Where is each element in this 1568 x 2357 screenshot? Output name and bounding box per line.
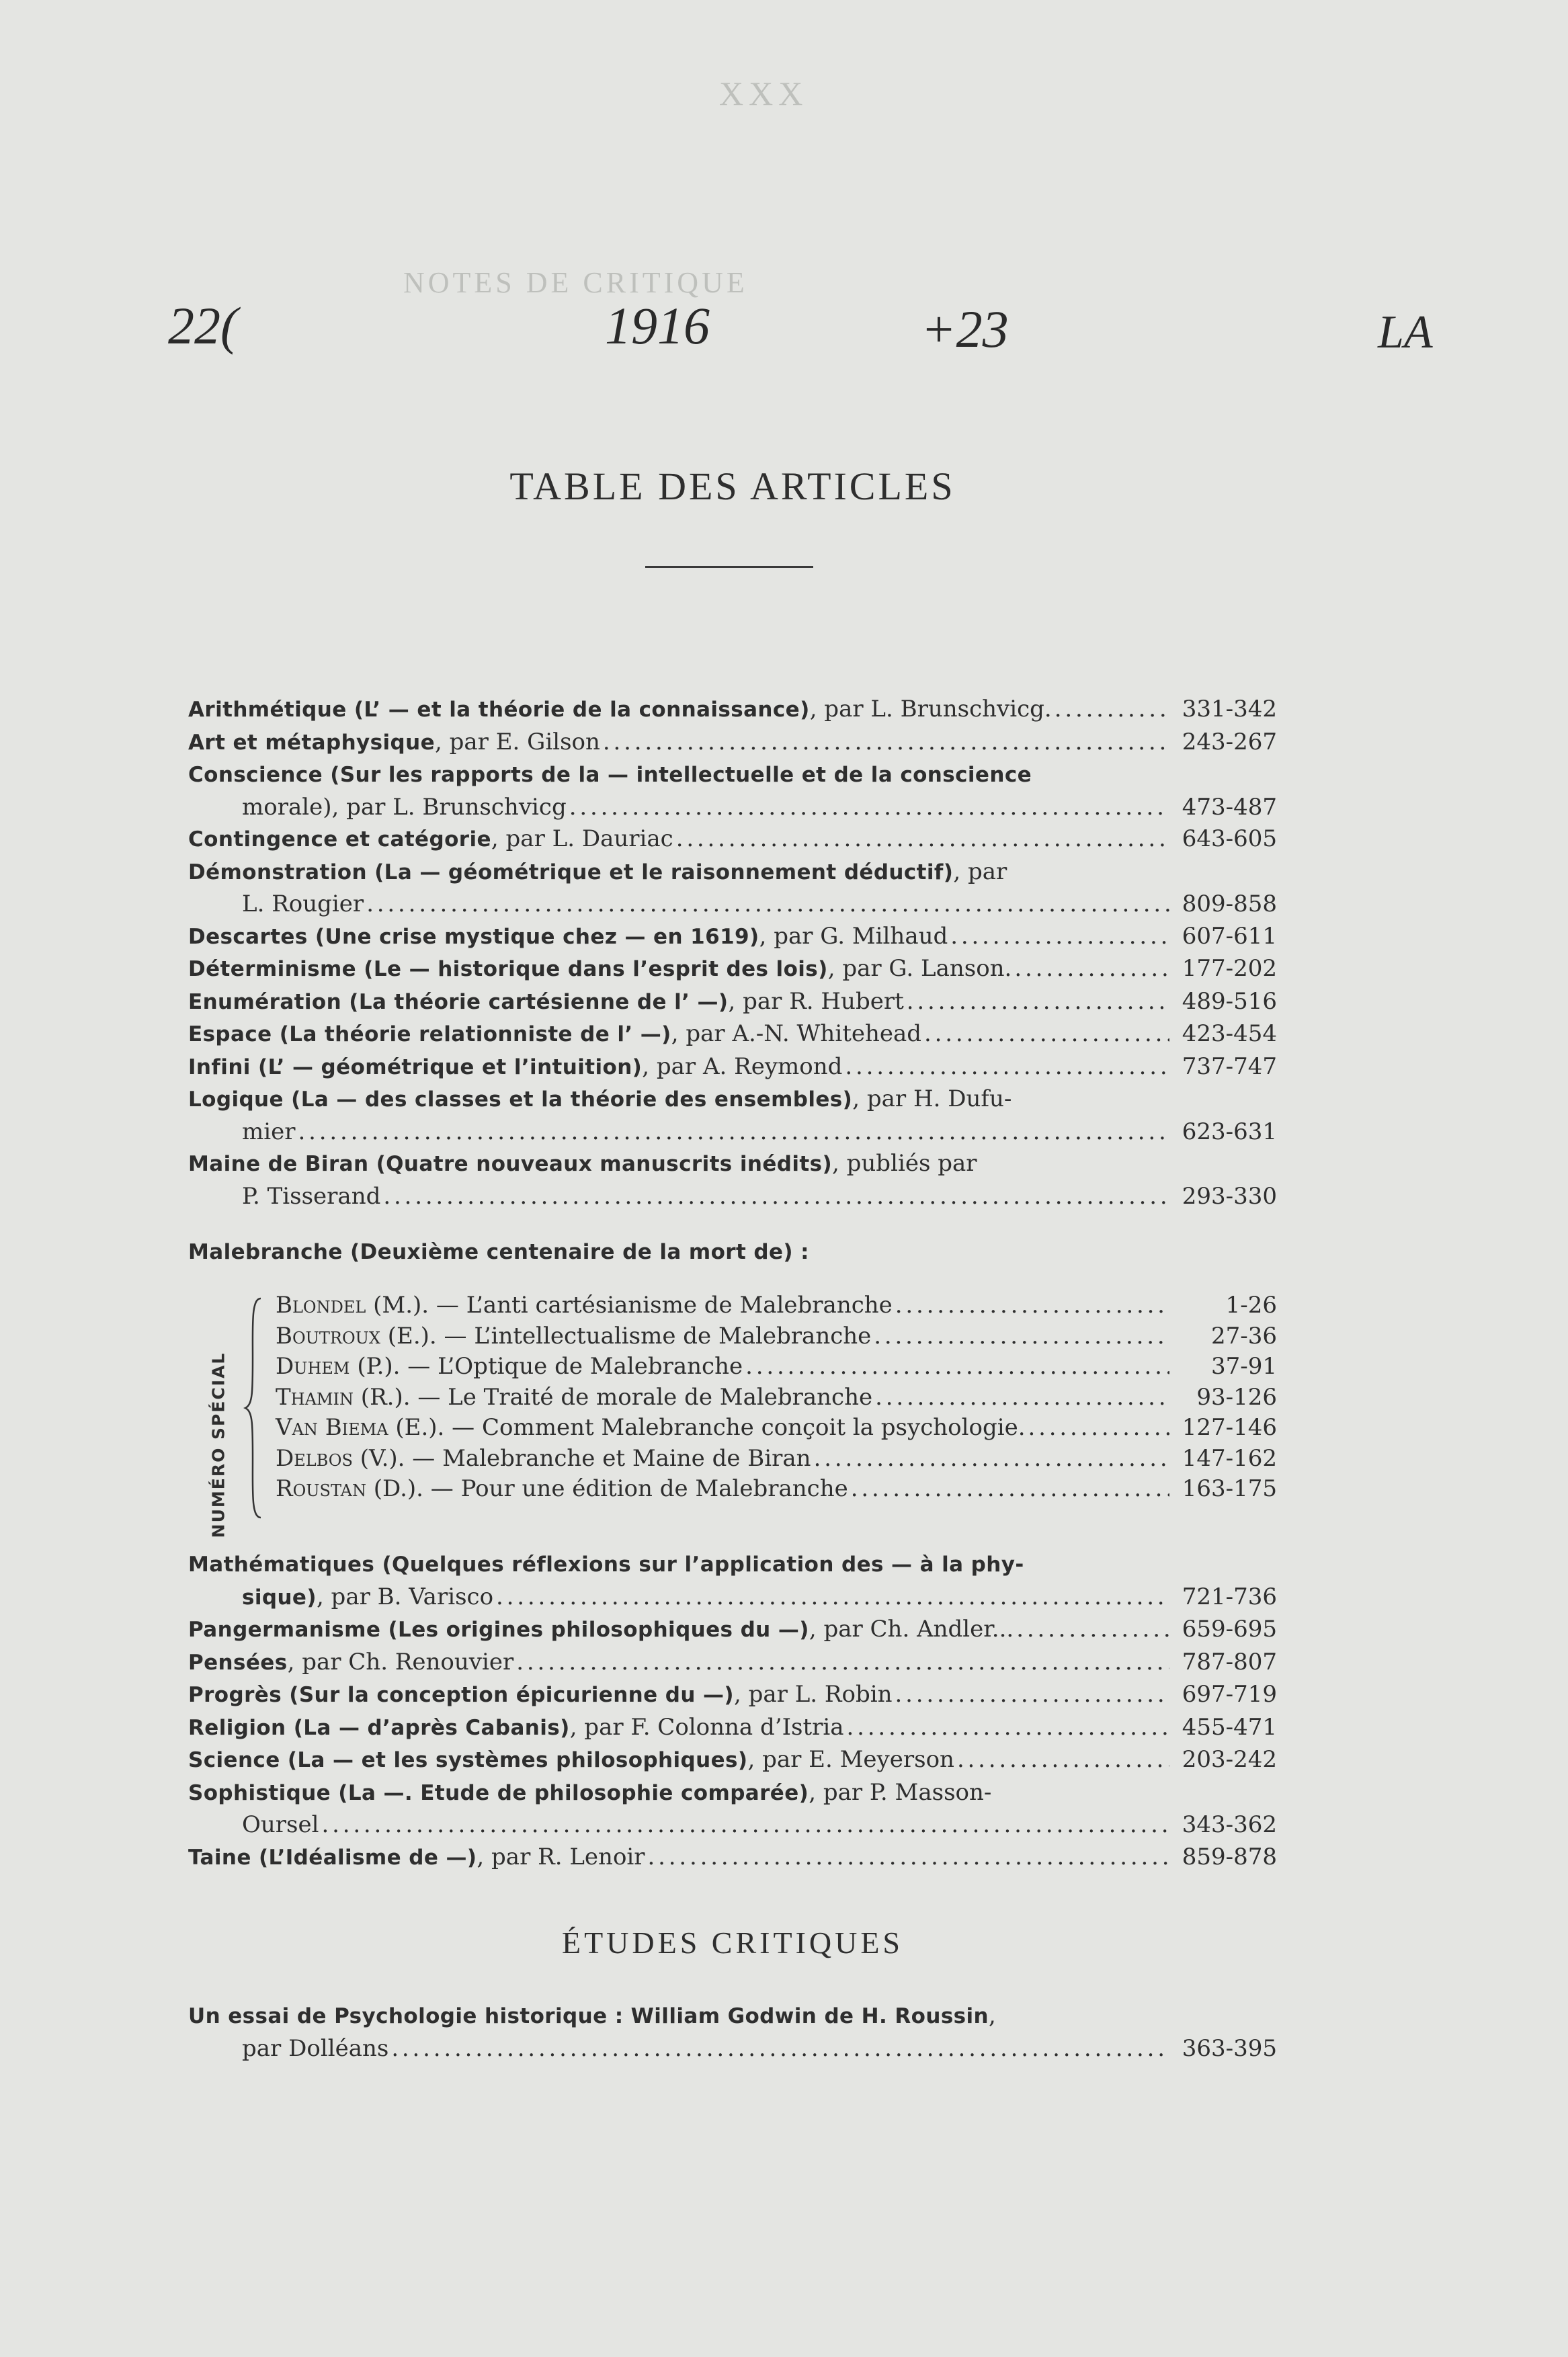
special-author: Delbos: [276, 1444, 353, 1472]
entry-author: , par A.-N. Whitehead: [671, 1020, 922, 1047]
dot-leader: [321, 1809, 1169, 1842]
dot-leader: [516, 1647, 1169, 1679]
dot-leader: [676, 823, 1169, 856]
toc-entry: [188, 1679, 1277, 1712]
dot-leader: [1028, 1413, 1169, 1444]
dot-leader: [845, 1051, 1169, 1083]
entry-pages: 331-342: [1182, 696, 1277, 722]
entry-author: , par L. Brunschvicg.: [809, 696, 1052, 722]
entry-pages: 809-858: [1182, 891, 1277, 917]
special-entry: [276, 1382, 1277, 1413]
etudes-list: [188, 2000, 1277, 2065]
entry-author: morale), par L. Brunschvicg: [242, 793, 567, 821]
entry-pages: 787-807: [1182, 1648, 1277, 1676]
entry-pages: 243-267: [1182, 728, 1277, 755]
entry-author: L. Rougier: [242, 891, 364, 917]
toc-entry: [188, 986, 1277, 1019]
special-author: Van Biema: [276, 1414, 388, 1441]
toc-entry: [188, 1614, 1277, 1647]
entry-author: , par B. Varisco: [316, 1583, 494, 1610]
dot-leader: [745, 1352, 1169, 1382]
entry-author: , publiés par: [832, 1150, 977, 1177]
special-entry: [276, 1413, 1277, 1444]
special-title: (M.). — L’anti cartésianisme de Malebranche: [366, 1292, 893, 1319]
special-pages: 27-36: [1210, 1322, 1277, 1350]
entry-author: , par Ch. Renouvier: [287, 1648, 514, 1676]
entry-pages: 473-487: [1182, 793, 1277, 821]
brace-icon: [243, 1297, 263, 1519]
article-list-2: [188, 1548, 1277, 1874]
entry-author: , par Ch. Andler...: [809, 1616, 1014, 1643]
dot-leader: [648, 1842, 1169, 1874]
toc-entry: [188, 921, 1277, 954]
entry-pages: 859-878: [1182, 1843, 1277, 1870]
toc-entry: [188, 1083, 1277, 1148]
special-entry: [276, 1321, 1277, 1352]
entry-author: par Dolléans: [242, 2034, 389, 2062]
entry-author: ,: [989, 2002, 996, 2029]
entry-subject: Logique (La — des classes et la théorie des ensembles): [188, 1087, 853, 1112]
entry-author: , par E. Gilson: [435, 728, 600, 755]
entry-subject: Enumération (La théorie cartésienne de l’ —): [188, 989, 729, 1014]
entry-subject: Religion (La — d’après Cabanis): [188, 1715, 570, 1740]
special-entry: [276, 1290, 1277, 1321]
special-entry: [276, 1474, 1277, 1505]
entry-subject: Sophistique (La —. Etude de philosophie comparée): [188, 1780, 809, 1805]
entry-subject: Art et métaphysique: [188, 730, 436, 755]
special-pages: 37-91: [1210, 1353, 1277, 1380]
special-author: Duhem: [276, 1353, 350, 1380]
entry-subject: Espace (La théorie relationniste de l’ —): [188, 1022, 671, 1046]
special-title: (E.). — L’intellectualisme de Malebranche: [380, 1322, 872, 1350]
toc-entry: [188, 1777, 1277, 1842]
section-title-etudes: ÉTUDES CRITIQUES: [561, 1926, 904, 1960]
entry-subject: Un essai de Psychologie historique : William Godwin de H. Roussin: [188, 2004, 989, 2028]
dot-leader: [875, 1382, 1169, 1413]
dot-leader: [895, 1290, 1169, 1321]
special-pages: 93-126: [1196, 1383, 1277, 1411]
special-pages: 147-162: [1182, 1444, 1277, 1472]
special-title: (E.). — Comment Malebranche conçoit la psychologie.: [388, 1414, 1026, 1441]
toc-entry: [188, 727, 1277, 759]
toc-entry: [188, 694, 1277, 727]
toc-entry: [188, 1647, 1277, 1680]
toc-entry: [188, 1051, 1277, 1084]
entry-pages: 643-605: [1182, 825, 1277, 852]
toc-entry: [188, 2000, 1277, 2065]
dot-leader: [298, 1116, 1170, 1149]
entry-pages: 623-631: [1182, 1118, 1277, 1145]
page-title: TABLE DES ARTICLES: [509, 464, 956, 508]
entry-author: , par L. Dauriac: [491, 825, 673, 852]
dot-leader: [603, 727, 1169, 759]
dot-leader: [895, 1679, 1170, 1711]
toc-entry: [188, 953, 1277, 986]
special-entry: [276, 1352, 1277, 1382]
dot-leader: [391, 2033, 1169, 2065]
special-title: (D.). — Pour une édition de Malebranche: [366, 1475, 848, 1502]
entry-subject: sique): [242, 1585, 317, 1610]
entry-author: , par: [953, 858, 1007, 885]
entry-subject: Infini (L’ — géométrique et l’intuition): [188, 1055, 643, 1079]
handwritten-annotation-2: 1916: [605, 296, 710, 355]
toc-entry: [188, 1548, 1277, 1614]
entry-author: , par F. Colonna d’Istria: [569, 1713, 844, 1741]
handwritten-annotation-1: 22(: [168, 296, 238, 355]
dot-leader: [814, 1444, 1169, 1475]
special-issue-label: NUMÉRO SPÉCIAL: [208, 1352, 229, 1538]
entry-pages: 737-747: [1182, 1052, 1277, 1080]
entry-pages: 363-395: [1182, 2034, 1277, 2062]
toc-entry: [188, 1744, 1277, 1777]
toc-entry: [188, 759, 1277, 823]
entry-subject: Pensées: [188, 1650, 288, 1675]
dot-leader: [383, 1181, 1169, 1213]
entry-author: , par G. Milhaud: [759, 922, 948, 950]
title-rule: [645, 566, 813, 568]
dot-leader: [950, 921, 1169, 953]
entry-author: Oursel: [242, 1811, 319, 1838]
dot-leader: [924, 1018, 1169, 1050]
entry-pages: 293-330: [1182, 1182, 1277, 1210]
entry-subject: Mathématiques (Quelques réflexions sur l’application des — à la phy-: [188, 1553, 1024, 1577]
toc-entry: [188, 1018, 1277, 1051]
entry-author: , par R. Hubert: [728, 987, 904, 1015]
dot-leader: [366, 888, 1169, 921]
handwritten-annotation-4: LA: [1378, 306, 1433, 358]
entry-pages: 607-611: [1182, 922, 1277, 950]
special-author: Boutroux: [276, 1322, 380, 1350]
special-title: (V.). — Malebranche et Maine de Biran: [352, 1444, 811, 1472]
malebranche-heading-block: [188, 1237, 1277, 1269]
dot-leader: [1055, 694, 1169, 726]
entry-subject: Contingence et catégorie: [188, 827, 491, 852]
dot-leader: [874, 1321, 1169, 1352]
bleed-through-page-number: XXX: [719, 75, 809, 112]
entry-author: P. Tisserand: [242, 1182, 381, 1210]
entry-subject: Arithmétique (L’ — et la théorie de la connaissance): [188, 698, 810, 722]
entry-pages: 203-242: [1182, 1746, 1277, 1773]
special-pages: 1-26: [1225, 1292, 1277, 1319]
entry-pages: 489-516: [1182, 987, 1277, 1015]
special-pages: 163-175: [1182, 1475, 1277, 1502]
dot-leader: [496, 1581, 1169, 1614]
entry-subject: Pangermanisme (Les origines philosophiques du —): [188, 1618, 809, 1642]
toc-entry: [188, 856, 1277, 921]
entry-pages: 423-454: [1182, 1020, 1277, 1047]
entry-subject: Conscience (Sur les rapports de la — intellectuelle et de la conscience: [188, 763, 1032, 787]
entry-pages: 455-471: [1182, 1713, 1277, 1741]
entry-author: , par P. Masson-: [809, 1778, 992, 1806]
toc-entry: [188, 1148, 1277, 1212]
special-entry: [276, 1444, 1277, 1475]
entry-author: , par L. Robin: [733, 1681, 893, 1708]
toc-entry: [188, 823, 1277, 856]
entry-pages: 343-362: [1182, 1811, 1277, 1838]
dot-leader: [1016, 1614, 1169, 1646]
special-pages: 127-146: [1182, 1414, 1277, 1441]
entry-author: , par A. Reymond: [642, 1052, 843, 1080]
dot-leader: [847, 1712, 1169, 1744]
special-author: Roustan: [276, 1475, 366, 1502]
entry-pages: 697-719: [1182, 1681, 1277, 1708]
malebranche-heading: Malebranche (Deuxième centenaire de la mort de) :: [188, 1240, 809, 1264]
dot-leader: [957, 1744, 1169, 1776]
bleed-through-header: NOTES DE CRITIQUE: [403, 266, 748, 299]
entry-subject: Descartes (Une crise mystique chez — en 1619): [188, 924, 759, 949]
entry-author: , par G. Lanson.: [827, 955, 1012, 982]
entry-author: , par R. Lenoir: [477, 1843, 645, 1870]
entry-pages: 659-695: [1182, 1616, 1277, 1643]
special-author: Thamin: [276, 1383, 354, 1411]
entry-subject: Taine (L’Idéalisme de —): [188, 1845, 477, 1870]
toc-entry: [188, 1712, 1277, 1745]
dot-leader: [851, 1474, 1169, 1505]
dot-leader: [907, 986, 1169, 1018]
special-title: (R.). — Le Traité de morale de Malebranche: [354, 1383, 873, 1411]
article-list: [188, 694, 1277, 1212]
entry-subject: Déterminisme (Le — historique dans l’esprit des lois): [188, 957, 828, 981]
entry-subject: Progrès (Sur la conception épicurienne du —): [188, 1683, 734, 1707]
entry-subject: Maine de Biran (Quatre nouveaux manuscrits inédits): [188, 1152, 833, 1176]
entry-subject: Science (La — et les systèmes philosophiques): [188, 1748, 748, 1772]
dot-leader: [1014, 953, 1169, 985]
entry-pages: 721-736: [1182, 1583, 1277, 1610]
entry-author: , par H. Dufu-: [852, 1085, 1012, 1112]
dot-leader: [569, 792, 1169, 824]
toc-entry: [188, 1842, 1277, 1874]
special-title: (P.). — L’Optique de Malebranche: [349, 1353, 743, 1380]
handwritten-annotation-3: +23: [921, 300, 1009, 358]
entry-pages: 177-202: [1182, 955, 1277, 982]
entry-author: mier: [242, 1118, 296, 1145]
special-author: Blondel: [276, 1292, 366, 1319]
entry-author: , par E. Meyerson: [747, 1746, 954, 1773]
entry-subject: Démonstration (La — géométrique et le raisonnement déductif): [188, 860, 954, 884]
